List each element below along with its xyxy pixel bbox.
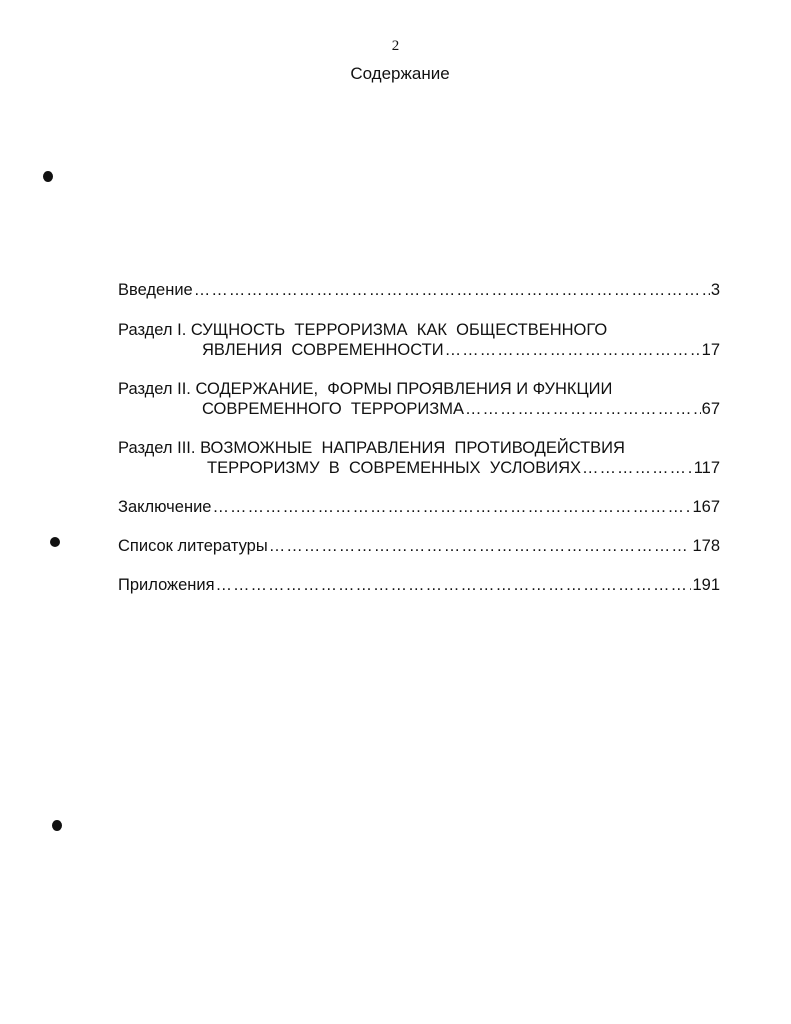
toc-entry-introduction <box>118 280 720 300</box>
toc-page-conclusion: 167 <box>692 498 720 516</box>
toc-leader-dots <box>216 575 692 595</box>
toc-leader-dots <box>194 280 710 300</box>
toc-page-section2: 67 <box>701 400 720 418</box>
page-title: Содержание <box>350 64 450 83</box>
toc-prefix-section2: Раздел II. <box>118 380 191 398</box>
toc-label-conclusion: Заключение <box>118 498 212 516</box>
toc-leader-dots <box>465 399 701 419</box>
toc-page-introduction: 3 <box>710 281 720 299</box>
toc-entry-section1 <box>118 320 720 360</box>
toc-label-bibliography: Список литературы <box>118 537 268 555</box>
toc-entry-section2 <box>118 379 720 419</box>
toc-title-section1-line2: ЯВЛЕНИЯ СОВРЕМЕННОСТИ <box>202 341 444 359</box>
toc-label-introduction: Введение <box>118 281 193 299</box>
toc-page-section1: 17 <box>701 341 720 359</box>
toc-title-section2-line2: СОВРЕМЕННОГО ТЕРРОРИЗМА <box>202 400 464 418</box>
toc-prefix-section3: Раздел III. <box>118 439 196 457</box>
scan-artifact-dot <box>52 820 62 831</box>
toc-title-section1-line1: СУЩНОСТЬ ТЕРРОРИЗМА КАК ОБЩЕСТВЕННОГО <box>190 321 608 339</box>
toc-entry-section3 <box>118 438 720 478</box>
toc-page-section3: 117 <box>693 459 720 477</box>
toc-leader-dots <box>212 497 691 517</box>
toc-entry-bibliography <box>118 536 720 556</box>
scan-artifact-dot <box>50 537 60 547</box>
scan-artifact-dot <box>43 171 53 182</box>
table-of-contents <box>118 280 720 595</box>
toc-entry-appendices <box>118 575 720 595</box>
toc-leader-dots <box>269 536 692 556</box>
toc-leader-dots <box>445 340 701 360</box>
toc-leader-dots <box>582 458 693 478</box>
toc-page-bibliography: 178 <box>692 537 720 555</box>
page-number: 2 <box>391 38 400 54</box>
toc-title-section2-line1: СОДЕРЖАНИЕ, ФОРМЫ ПРОЯВЛЕНИЯ И ФУНКЦИИ <box>195 380 613 398</box>
toc-label-appendices: Приложения <box>118 576 215 594</box>
toc-page-appendices: 191 <box>692 576 720 594</box>
toc-prefix-section1: Раздел I. <box>118 321 187 339</box>
toc-entry-conclusion <box>118 497 720 517</box>
toc-title-section3-line1: ВОЗМОЖНЫЕ НАПРАВЛЕНИЯ ПРОТИВОДЕЙСТВИЯ <box>200 439 625 457</box>
toc-title-section3-line2: ТЕРРОРИЗМУ В СОВРЕМЕННЫХ УСЛОВИЯХ <box>207 459 582 477</box>
